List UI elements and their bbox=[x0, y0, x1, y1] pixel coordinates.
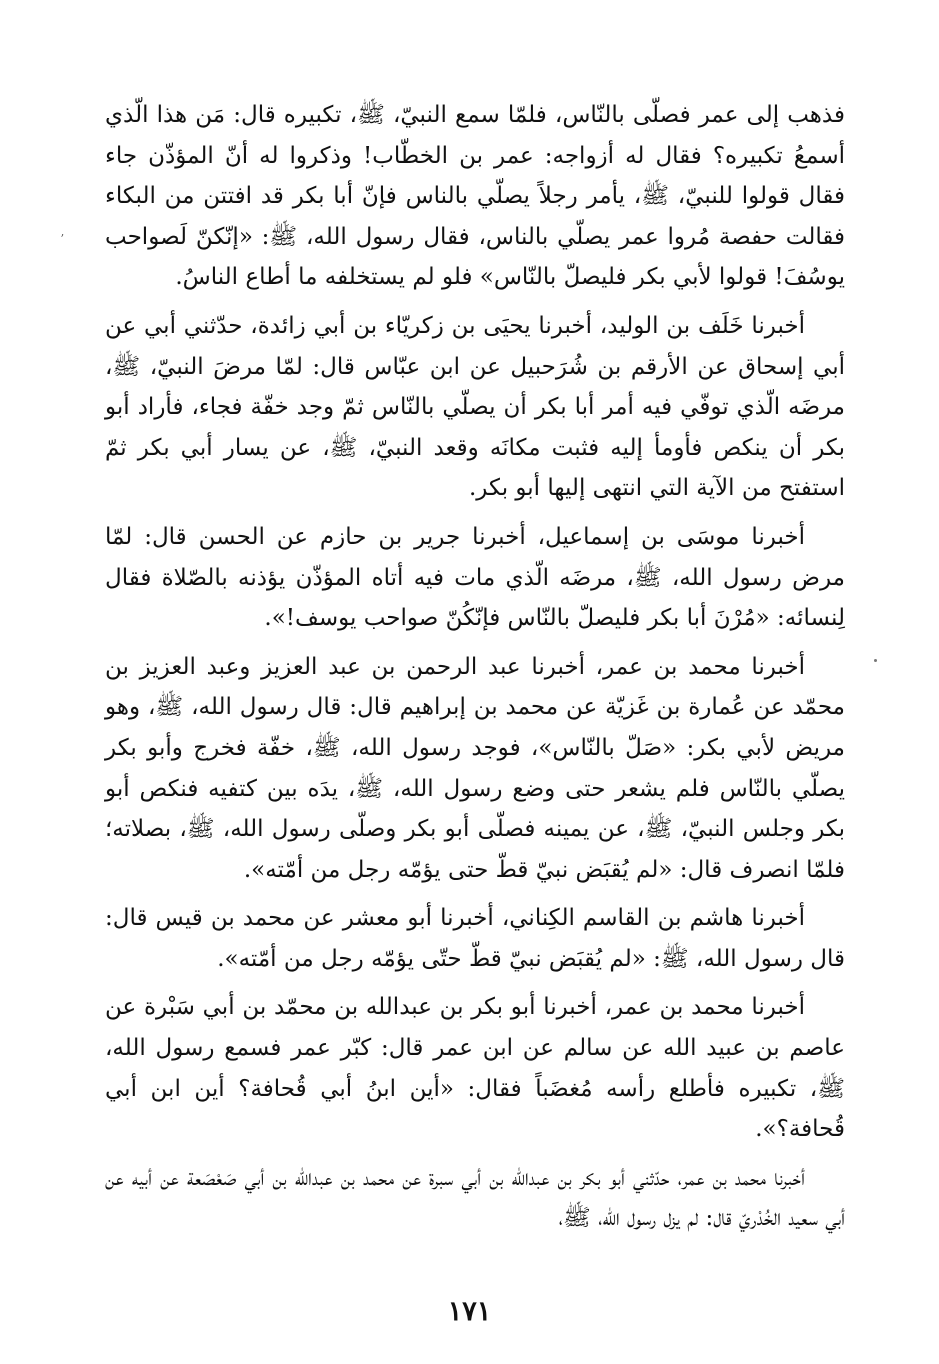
margin-mark: ʼ bbox=[60, 232, 64, 246]
paragraph-7: أخبرنا محمد بن عمر، حدّثني أبو بكر بن عبدالله بن أبي سبرة عن محمد بن عبدالله بن أبي صَعْصَعة عن أبيه عن أبي سعيد الخُدْريّ قال: لم يزل رسول الله، ﷺ، bbox=[105, 1164, 845, 1232]
paragraph-5: أخبرنا هاشم بن القاسم الكِناني، أخبرنا أبو معشر عن محمد بن قيس قال: قال رسول الله، ﷺ: «لم يُقبَض نبيّ قطّ حتّى يؤمّه رجل من أمّته». bbox=[105, 905, 845, 972]
body-text bbox=[105, 95, 845, 1247]
paragraph-2: أخبرنا خَلَف بن الوليد، أخبرنا يحيَى بن زكريّاء بن أبي زائدة، حدّثني أبي عن أبي إسحاق عن الأرقم بن شُرَحبيل عن ابن عبّاس قال: لمّا مرضَ النبيّ، ﷺ، مرضَه الّذي توفّي فيه أمر أبا بكر أن يصلّي بالنّاس ثمّ وجد خفّة فجاء، فأراد أبو بكر أن ينكص فأومأ إليه فثبت مكانَه وقعد النبيّ، ﷺ، عن يسار أبي بكر ثمّ استفتح من الآية التي انتهى إليها أبو بكر. bbox=[105, 312, 845, 502]
paragraph-4: أخبرنا محمد بن عمر، أخبرنا عبد الرحمن بن عبد العزيز وعبد العزيز بن محمّد عن عُمارة بن غَزيّة عن محمد بن إبراهيم قال: قال رسول الله، ﷺ، وهو مريض لأبي بكر: «صَلّ بالنّاس»، فوجد رسول الله، ﷺ، خفّة فخرج وأبو بكر يصلّي بالنّاس فلم يشعر حتى وضع رسول الله، ﷺ، يدَه بين كتفيه فنكص أبو بكر وجلس النبيّ، ﷺ، عن يمينه فصلّى أبو بكر وصلّى رسول الله، ﷺ، بصلاته؛ فلمّا انصرف قال: «لم يُقبَض نبيّ قطّ حتى يؤمّه رجل من أمّته». bbox=[105, 653, 845, 883]
paragraph-3: أخبرنا موسَى بن إسماعيل، أخبرنا جرير بن حازم عن الحسن قال: لمّا مرض رسول الله، ﷺ، مرضَه الّذي مات فيه أتاه المؤذّن يؤذنه بالصّلاة فقال لِنسائه: «مُرْنَ أبا بكر فليصلّ بالنّاس فإنّكُنّ صواحب يوسف!». bbox=[105, 523, 845, 632]
scan-speck bbox=[874, 659, 877, 662]
paragraph-6: أخبرنا محمد بن عمر، أخبرنا أبو بكر بن عبدالله بن محمّد بن أبي سَبْرة عن عاصم بن عبيد الله عن سالم عن ابن عمر قال: كبّر عمر فسمع رسول الله، ﷺ، تكبيره فأطلع رأسه مُغضَباً فقال: «أين ابنُ أبي قُحافة؟ أين ابن أبي قُحافة؟». bbox=[105, 994, 845, 1143]
page-number: ١٧١ bbox=[447, 1296, 492, 1327]
paragraph-1: فذهب إلى عمر فصلّى بالنّاس، فلمّا سمع النبيّ، ﷺ، تكبيره قال: مَن هذا الّذي أسمعُ تكبيره؟ فقال له أزواجه: عمر بن الخطّاب! وذكروا له أنّ المؤذّن جاء فقال قولوا للنبيّ، ﷺ، يأمر رجلاً يصلّي بالناس فإنّ أبا بكر قد افتتن من البكاء فقالت حفصة مُروا عمر يصلّي بالناس، فقال رسول الله، ﷺ: «إنّكنّ لَصواحب يوسُفَ! قولوا لأبي بكر فليصلّ بالنّاس» فلو لم يستخلفه ما أطاع الناسُ. bbox=[105, 102, 845, 291]
